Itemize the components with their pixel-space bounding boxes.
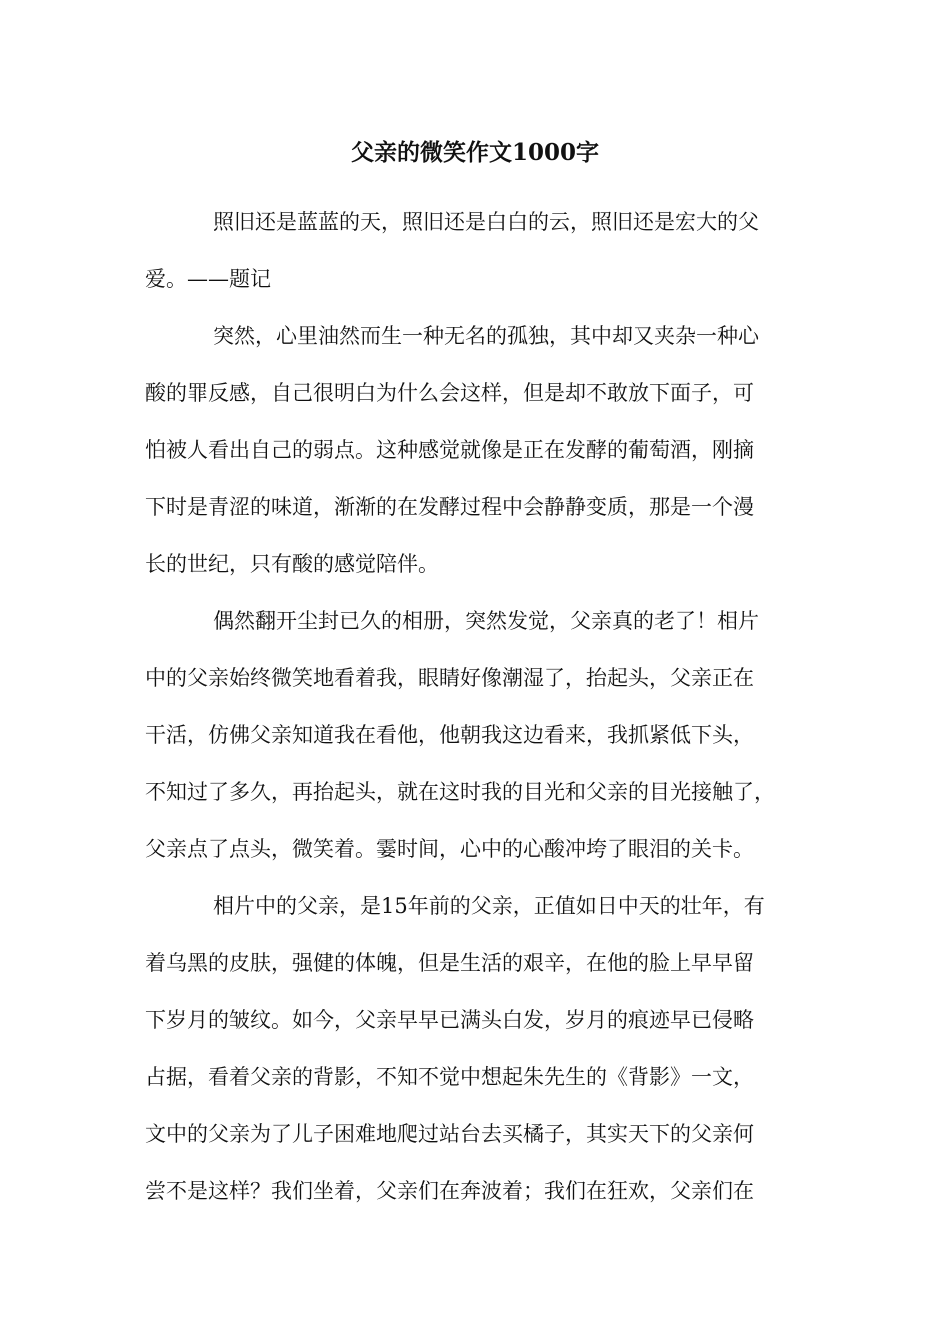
paragraph-line: 占据，看着父亲的背影，不知不觉中想起朱先生的《背影》一文， xyxy=(145,1065,754,1089)
paragraph-line: 尝不是这样？我们坐着，父亲们在奔波着；我们在狂欢，父亲们在 xyxy=(145,1179,754,1203)
paragraph-line: 长的世纪，只有酸的感觉陪伴。 xyxy=(145,552,439,576)
paragraph-line: 偶然翻开尘封已久的相册，突然发觉，父亲真的老了！相片 xyxy=(213,609,759,633)
paragraph-line: 下时是青涩的味道，渐渐的在发酵过程中会静静变质，那是一个漫 xyxy=(145,495,754,519)
document-title: 父亲的微笑作文1000字 xyxy=(350,139,599,166)
paragraph-line: 文中的父亲为了儿子困难地爬过站台去买橘子，其实天下的父亲何 xyxy=(145,1122,754,1146)
paragraph-line: 怕被人看出自己的弱点。这种感觉就像是正在发酵的葡萄酒，刚摘 xyxy=(145,438,754,462)
paragraph-line: 父亲点了点头，微笑着。霎时间，心中的心酸冲垮了眼泪的关卡。 xyxy=(145,837,754,861)
paragraph-line: 爱。——题记 xyxy=(145,267,271,291)
paragraph-line: 干活，仿佛父亲知道我在看他，他朝我这边看来，我抓紧低下头， xyxy=(145,723,754,747)
paragraph-line: 照旧还是蓝蓝的天，照旧还是白白的云，照旧还是宏大的父 xyxy=(213,210,759,234)
paragraph-line: 突然，心里油然而生一种无名的孤独，其中却又夹杂一种心 xyxy=(213,324,759,348)
paragraph-line: 着乌黑的皮肤，强健的体魄，但是生活的艰辛，在他的脸上早早留 xyxy=(145,951,754,975)
paragraph-line: 酸的罪反感，自己很明白为什么会这样，但是却不敢放下面子，可 xyxy=(145,381,754,405)
paragraph-line: 不知过了多久，再抬起头，就在这时我的目光和父亲的目光接触了， xyxy=(145,780,775,804)
paragraph-line: 下岁月的皱纹。如今，父亲早早已满头白发，岁月的痕迹早已侵略 xyxy=(145,1008,754,1032)
paragraph-line: 中的父亲始终微笑地看着我，眼睛好像潮湿了，抬起头，父亲正在 xyxy=(145,666,754,690)
paragraph-line: 相片中的父亲，是15年前的父亲，正值如日中天的壮年，有 xyxy=(213,894,765,918)
